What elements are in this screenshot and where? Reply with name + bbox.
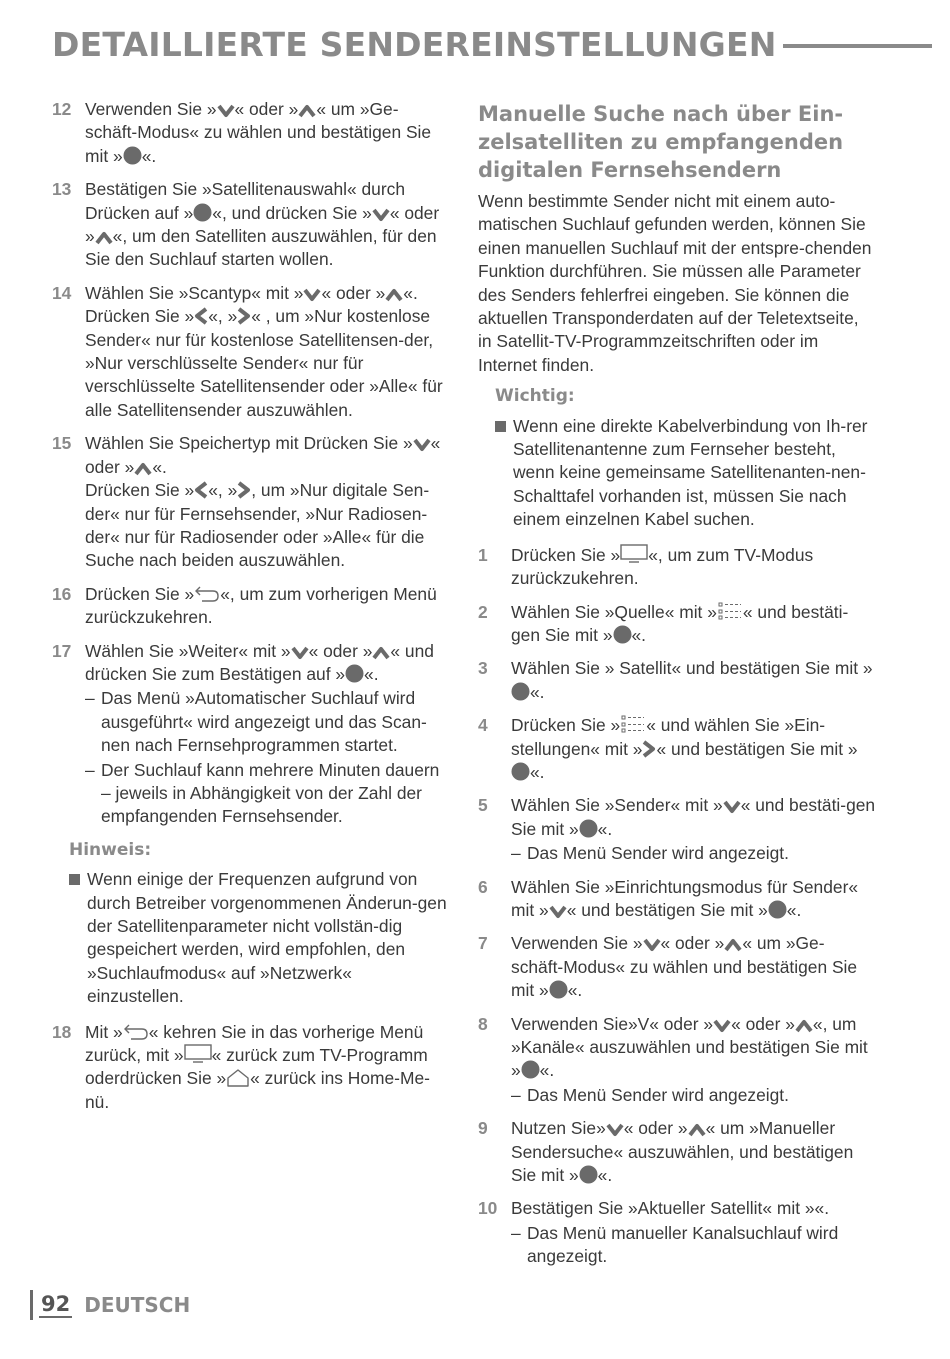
step-number: 17 [52,640,72,661]
arrow-up-icon [724,938,742,952]
result-line: – Das Menü manueller Kanalsuchlauf wird angezeigt. [511,1222,839,1267]
step-number: 3 [478,658,488,679]
step-18 [52,1021,447,1115]
ok-button-icon [768,900,787,919]
step-text: Drücken Sie » «, um zum vorherigen Menü zurückzukehren. [85,583,437,628]
ok-button-icon [521,1060,540,1079]
step-14 [52,282,447,422]
arrow-down-icon [723,800,741,814]
arrow-down-icon [413,438,431,452]
arrow-down-icon [549,905,567,919]
ok-button-icon [193,203,212,222]
important-bullet [495,415,876,532]
arrow-down-icon [643,938,661,952]
menu-icon [620,714,646,734]
ok-button-icon [549,980,568,999]
arrow-up-icon [372,646,390,660]
intro-paragraph: Wenn bestimmte Sender nicht mit einem auto-matischen Suchlauf gefunden werden, können Sie einen manuellen Suchlauf mit der entspre-chenden Funktion durchführen. Sie müssen alle Parameter des Senders fehlerfrei eingeben. Sie können die aktuellen Transponderdaten auf der Teletextseite, in Satellit-TV-Programmzeitschriften oder im Internet finden. [478,191,872,375]
step-number: 7 [478,933,488,954]
step-text: Wählen Sie »Quelle« mit » « und bestäti-gen Sie mit » «. [511,601,849,645]
arrow-up-icon [795,1019,813,1033]
step-number: 1 [478,544,488,565]
step-text: Wählen Sie Speichertyp mit Drücken Sie » « oder » «. Drücken Sie » «, » , um »Nur digitale Sen-der« nur für Fernsehsender, »Nur Radiosen-der« nur für Radiosender oder »Alle« für die Suche nach beiden auszuwählen. [85,433,441,571]
step-text: Bestätigen Sie »Satellitenauswahl« durch Drücken auf » «, und drücken Sie » « oder » «, um den Satelliten auszuwählen, für den Sie den Suchlauf starten wollen. [85,179,440,270]
ok-button-icon [345,664,364,683]
page-footer [30,1288,330,1322]
step-13 [52,178,447,272]
section-heading: Manuelle Suche nach über Ein-zelsatelliten zu empfangenden digitalen Fernsehsendern [478,102,844,182]
arrow-down-icon [291,646,309,660]
step-5 [478,794,876,865]
title-rule [783,44,932,48]
arrow-right-icon [237,307,251,325]
step-text: Wählen Sie »Einrichtungsmodus für Sender« mit » « und bestätigen Sie mit » «. [511,876,859,920]
arrow-down-icon [713,1019,731,1033]
ok-button-icon [613,625,632,644]
important-heading: Wichtig: [495,386,575,407]
step-number: 5 [478,795,488,816]
arrow-up-icon [95,231,113,245]
arrow-up-icon [385,288,403,302]
step-text: Wählen Sie »Scantyp« mit » « oder » «. Drücken Sie » «, » « , um »Nur kostenlose Sender« nur für kostenlose Satellitensen-der, »Nur verschlüsselte Sender« nur für verschlüsselte Satellitensender oder »Alle« für alle Satellitensender auszuwählen. [85,282,443,420]
page-number: 92 [41,1292,71,1316]
step-6 [478,876,876,923]
step-text: Wählen Sie » Satellit« und bestätigen Sie mit » «. [511,658,873,702]
step-12 [52,98,447,168]
ok-button-icon [511,762,530,781]
footer-bar [30,1290,33,1320]
step-16 [52,583,447,630]
ok-button-icon [579,1165,598,1184]
step-2 [478,601,876,648]
arrow-right-icon [237,481,251,499]
arrow-up-icon [688,1123,706,1137]
step-number: 16 [52,583,72,604]
step-number: 8 [478,1013,488,1034]
step-text: Wählen Sie »Sender« mit » « und bestäti-gen Sie mit » «. – Das Menü Sender wird angezeigt. [511,794,876,865]
ok-button-icon [511,682,530,701]
menu-icon [717,601,743,621]
step-text: Nutzen Sie» « oder » « um »Manueller Sendersuche« auszuwählen, und bestätigen Sie mit » «. [511,1118,854,1186]
step-15 [52,432,447,572]
step-text: Verwenden Sie » « oder » « um »Ge-schäft-Modus« zu wählen und bestätigen Sie mit » «. [85,99,432,166]
note-bullet [69,868,447,1008]
right-column [478,98,876,1279]
tv-icon [184,1044,212,1064]
note-text: Wenn einige der Frequenzen aufgrund von durch Betreiber vorgenommenen Änderun-gen der Satellitenparameter nicht vollstän-dig gespeichert werden, wird empfohlen, den »Suchlaufmodus« auf »Netzwerk« einzustellen. [87,869,447,1007]
ok-button-icon [123,146,142,165]
back-icon [194,586,220,603]
page-title-bar [52,18,932,70]
arrow-down-icon [606,1123,624,1137]
left-column [52,98,447,1124]
back-icon [123,1024,149,1041]
tv-icon [620,544,648,564]
step-1 [478,544,876,591]
important-text: Wenn eine direkte Kabelverbindung von Ih-rer Satellitenantenne zum Fernseher besteht, wenn keine gemeinsame Satellitenanten-nen-Schalttafel vorhanden ist, müssen Sie nach einem einzelnen Kabel suchen. [513,415,868,530]
result-line: – Das Menü »Automatischer Suchlauf wird ausgeführt« wird angezeigt und das Scan-nen nach Fernsehprogrammen startet. [85,688,427,756]
arrow-left-icon [194,307,208,325]
step-number: 10 [478,1198,498,1219]
ok-button-icon [579,819,598,838]
arrow-up-icon [134,462,152,476]
note-heading: Hinweis: [69,839,152,860]
arrow-down-icon [217,104,235,118]
step-text: Verwenden Sie»V« oder » « oder » «, um »Kanäle« auszuwählen und bestätigen Sie mit » «. – Das Menü Sender wird angezeigt. [511,1013,876,1108]
step-text: Mit » « kehren Sie in das vorherige Menü zurück, mit » « zurück zum TV-Programm oderdrücken Sie » « zurück ins Home-Me-nü. [85,1021,430,1112]
step-number: 14 [52,282,72,303]
step-8 [478,1013,876,1108]
step-number: 9 [478,1118,488,1139]
step-text: Drücken Sie » «, um zum TV-Modus zurückzukehren. [511,544,814,589]
step-number: 15 [52,433,72,454]
step-number: 12 [52,99,72,119]
bullet-square-icon [69,868,87,1008]
step-9 [478,1117,876,1187]
step-number: 2 [478,601,488,622]
step-17 [52,640,447,829]
step-3 [478,657,876,704]
step-text: Verwenden Sie » « oder » « um »Ge-schäft-Modus« zu wählen und bestätigen Sie mit » «. [511,933,858,1001]
result-line: – Das Menü Sender wird angezeigt. [511,843,789,864]
step-4 [478,714,876,784]
footer-language: DEUTSCH [84,1293,191,1317]
bullet-square-icon [495,415,513,532]
arrow-up-icon [298,104,316,118]
arrow-right-icon [642,740,656,758]
step-text: Bestätigen Sie »Aktueller Satellit« mit »«. – Das Menü manueller Kanalsuchlauf wird angezeigt. [511,1197,876,1268]
step-7 [478,932,876,1002]
result-line: – Das Menü Sender wird angezeigt. [511,1084,789,1105]
arrow-down-icon [372,208,390,222]
arrow-down-icon [303,288,321,302]
step-number: 13 [52,179,72,200]
home-icon [226,1069,250,1087]
step-number: 18 [52,1021,72,1042]
page-title: DETAILLIERTE SENDEREINSTELLUNGEN [52,24,777,64]
step-10 [478,1197,876,1268]
arrow-left-icon [194,481,208,499]
step-text: Drücken Sie » « und wählen Sie »Ein-stellungen« mit » « und bestätigen Sie mit » «. [511,715,858,782]
step-number: 6 [478,876,488,897]
result-line: – Der Suchlauf kann mehrere Minuten dauern – jeweils in Abhängigkeit von der Zahl der empfangenden Fernsehsender. [85,759,440,827]
step-number: 4 [478,715,488,736]
step-text: Wählen Sie »Weiter« mit » « oder » « und drücken Sie zum Bestätigen auf » «. – Das Menü »Automatischer Suchlauf wird ausgeführt« wird angezeigt und das Scan-nen nach Fernsehprogrammen startet. – Der Suchlauf kann mehrere Minuten dauern – jeweils in Abhängigkeit von der Zahl der empfangenden Fernsehsender. [85,640,447,829]
